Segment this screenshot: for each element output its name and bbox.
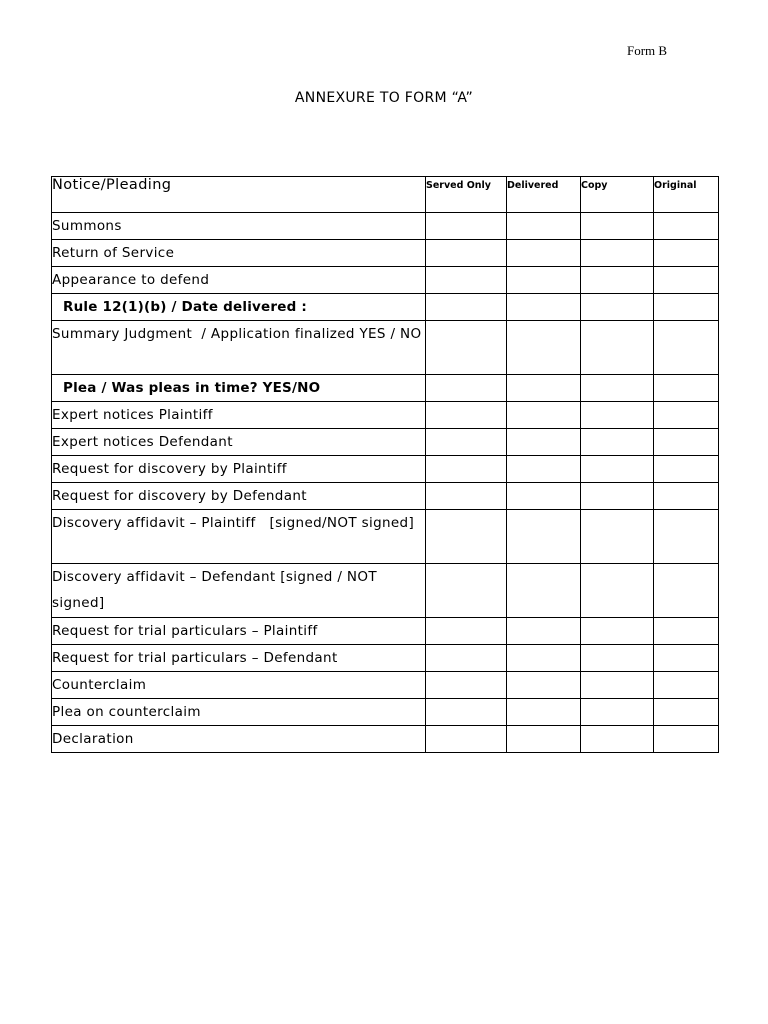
row-label-discovery-request-defendant: Request for discovery by Defendant [52,483,426,510]
row-label-discovery-affidavit-defendant: Discovery affidavit – Defendant [signed / NOT signed] [52,564,426,618]
cell-original [654,375,719,402]
cell-original [654,483,719,510]
cell-copy [581,564,654,618]
header-delivered: Delivered [507,177,581,213]
cell-delivered [507,645,581,672]
cell-served [426,483,507,510]
document-title: ANNEXURE TO FORM “A” [294,90,474,106]
header-copy: Copy [581,177,654,213]
table-row [52,564,719,618]
cell-served [426,456,507,483]
cell-served [426,672,507,699]
cell-served [426,267,507,294]
cell-served [426,645,507,672]
cell-copy [581,321,654,375]
cell-delivered [507,456,581,483]
cell-delivered [507,483,581,510]
table-row [52,726,719,753]
table-row [52,672,719,699]
table-row [52,294,719,321]
table-row [52,240,719,267]
cell-original [654,699,719,726]
table-header-row [52,177,719,213]
row-label-declaration: Declaration [52,726,426,753]
cell-delivered [507,294,581,321]
cell-served [426,402,507,429]
row-label-summary-judgment: Summary Judgment / Application finalized YES / NO [52,321,426,375]
cell-delivered [507,699,581,726]
cell-original [654,645,719,672]
cell-delivered [507,672,581,699]
cell-copy [581,375,654,402]
table-row [52,375,719,402]
cell-delivered [507,240,581,267]
cell-served [426,726,507,753]
cell-original [654,456,719,483]
cell-original [654,618,719,645]
cell-served [426,699,507,726]
table-row [52,699,719,726]
header-notice-pleading: Notice/Pleading [52,177,426,213]
row-label-return-of-service: Return of Service [52,240,426,267]
cell-copy [581,213,654,240]
cell-served [426,510,507,564]
cell-delivered [507,726,581,753]
cell-delivered [507,564,581,618]
row-label-counterclaim: Counterclaim [52,672,426,699]
cell-original [654,672,719,699]
cell-served [426,618,507,645]
cell-delivered [507,321,581,375]
cell-served [426,294,507,321]
table-row [52,429,719,456]
cell-copy [581,267,654,294]
cell-copy [581,456,654,483]
cell-original [654,294,719,321]
cell-copy [581,429,654,456]
row-label-expert-notices-plaintiff: Expert notices Plaintiff [52,402,426,429]
cell-served [426,564,507,618]
cell-served [426,240,507,267]
row-label-appearance-to-defend: Appearance to defend [52,267,426,294]
cell-copy [581,645,654,672]
table-row [52,321,719,375]
cell-copy [581,294,654,321]
cell-delivered [507,402,581,429]
row-label-trial-particulars-plaintiff: Request for trial particulars – Plaintiff [52,618,426,645]
cell-copy [581,402,654,429]
cell-delivered [507,213,581,240]
row-label-trial-particulars-defendant: Request for trial particulars – Defendant [52,645,426,672]
row-label-plea: Plea / Was pleas in time? YES/NO [52,375,426,402]
table-row [52,267,719,294]
cell-copy [581,618,654,645]
cell-delivered [507,375,581,402]
cell-copy [581,699,654,726]
table-row [52,402,719,429]
cell-original [654,564,719,618]
table-row [52,645,719,672]
table-row [52,618,719,645]
cell-delivered [507,429,581,456]
cell-delivered [507,510,581,564]
table-row [52,213,719,240]
cell-copy [581,240,654,267]
form-label: Form B [627,43,668,58]
cell-original [654,321,719,375]
row-label-plea-on-counterclaim: Plea on counterclaim [52,699,426,726]
cell-copy [581,726,654,753]
table-row [52,510,719,564]
cell-served [426,375,507,402]
table-row [52,456,719,483]
cell-original [654,267,719,294]
cell-original [654,402,719,429]
cell-original [654,429,719,456]
cell-served [426,321,507,375]
cell-original [654,726,719,753]
row-label-discovery-request-plaintiff: Request for discovery by Plaintiff [52,456,426,483]
header-served-only: Served Only [426,177,507,213]
row-label-summons: Summons [52,213,426,240]
cell-copy [581,672,654,699]
table-row [52,483,719,510]
row-label-rule-12: Rule 12(1)(b) / Date delivered : [52,294,426,321]
cell-served [426,213,507,240]
cell-original [654,240,719,267]
cell-original [654,213,719,240]
cell-original [654,510,719,564]
annexure-table [51,176,719,753]
cell-copy [581,483,654,510]
cell-copy [581,510,654,564]
header-original: Original [654,177,719,213]
cell-served [426,429,507,456]
cell-delivered [507,267,581,294]
row-label-expert-notices-defendant: Expert notices Defendant [52,429,426,456]
row-label-discovery-affidavit-plaintiff: Discovery affidavit – Plaintiff [signed/NOT signed] [52,510,426,564]
cell-delivered [507,618,581,645]
